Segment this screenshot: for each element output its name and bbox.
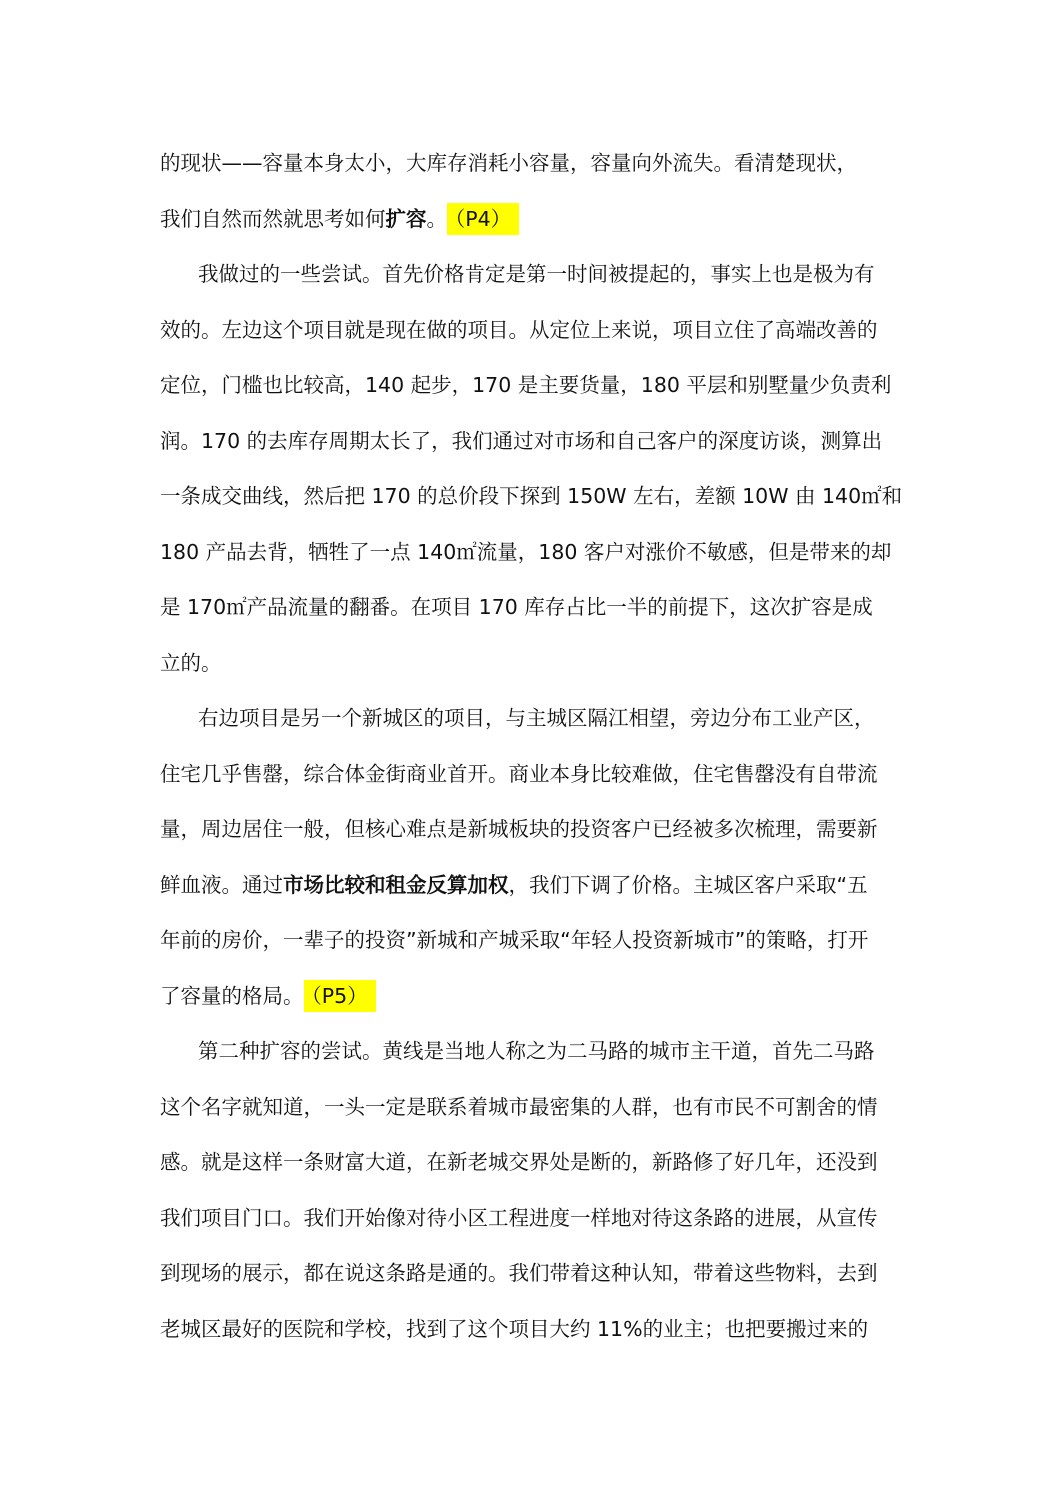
document-body [160,136,902,1357]
text-segment: 180 产品去背，牺牲了一点 140㎡流量，180 客户对涨价不敏感，但是带来的却 [160,539,892,564]
text-segment: 我们项目门口。我们开始像对待小区工程进度一样地对待这条路的进展，从宣传 [160,1205,878,1230]
text-line [160,1302,902,1358]
text-segment: 的现状——容量本身太小，大库存消耗小容量，容量向外流失。看清楚现状， [160,151,857,175]
page-reference-highlight: （P5） [304,980,376,1012]
text-segment: ，我们下调了价格。主城区客户采取“五 [508,872,868,897]
paragraph [160,247,902,691]
text-segment: 老城区最好的医院和学校，找到了这个项目大约 11%的业主；也把要搬过来的 [160,1316,869,1341]
paragraph [160,1024,902,1357]
paragraph [160,136,902,247]
text-segment: 效的。左边这个项目就是现在做的项目。从定位上来说，项目立住了高端改善的 [160,317,878,342]
text-line [160,858,902,914]
text-line [160,414,902,470]
text-segment: 我做过的一些尝试。首先价格肯定是第一时间被提起的，事实上也是极为有 [198,262,875,286]
text-line [160,192,902,248]
text-segment: 了容量的格局。 [160,983,304,1008]
text-segment: 润。170 的去库存周期太长了，我们通过对市场和自己客户的深度访谈，测算出 [160,428,883,453]
paragraph [160,691,902,1024]
text-segment: 我们自然而然就思考如何 [160,206,386,231]
text-line [160,1191,902,1247]
bold-text: 市场比较和租金反算加权 [283,872,509,897]
text-segment: 是 170㎡产品流量的翻番。在项目 170 库存占比一半的前提下，这次扩容是成 [160,595,873,619]
text-line [160,469,902,525]
text-segment: 量，周边居住一般，但核心难点是新城板块的投资客户已经被多次梳理，需要新 [160,817,878,841]
text-segment: 感。就是这样一条财富大道，在新老城交界处是断的，新路修了好几年，还没到 [160,1150,878,1174]
text-segment: 定位，门槛也比较高，140 起步，170 是主要货量，180 平层和别墅量少负责利 [160,373,892,397]
text-segment: 到现场的展示，都在说这条路是通的。我们带着这种认知，带着这些物料，去到 [160,1261,878,1285]
text-line [160,525,902,581]
text-segment: 这个名字就知道，一头一定是联系着城市最密集的人群，也有市民不可割舍的情 [160,1094,878,1119]
text-line [160,913,902,969]
text-line [160,636,902,692]
text-line [160,1246,902,1302]
text-segment: 年前的房价，一辈子的投资”新城和产城采取“年轻人投资新城市”的策略，打开 [160,928,869,952]
text-segment: 。 [426,206,447,231]
text-line [160,969,902,1025]
text-line [160,802,902,858]
text-line [160,247,902,303]
text-line [160,1024,902,1080]
text-segment: 住宅几乎售罄，综合体金街商业首开。商业本身比较难做，住宅售罄没有自带流 [160,761,878,786]
text-line [160,1135,902,1191]
text-line [160,747,902,803]
text-line [160,1080,902,1136]
text-segment: 鲜血液。通过 [160,872,283,897]
text-line [160,358,902,414]
text-line [160,136,902,192]
bold-text: 扩容 [385,206,427,231]
text-segment: 右边项目是另一个新城区的项目，与主城区隔江相望，旁边分布工业产区， [198,706,875,730]
text-line [160,691,902,747]
text-segment: 一条成交曲线，然后把 170 的总价段下探到 150W 左右，差额 10W 由 140㎡和 [160,484,903,508]
text-line [160,303,902,359]
page-reference-highlight: （P4） [447,203,519,235]
text-segment: 第二种扩容的尝试。黄线是当地人称之为二马路的城市主干道，首先二马路 [198,1039,875,1063]
text-line [160,580,902,636]
text-segment: 立的。 [160,650,222,675]
